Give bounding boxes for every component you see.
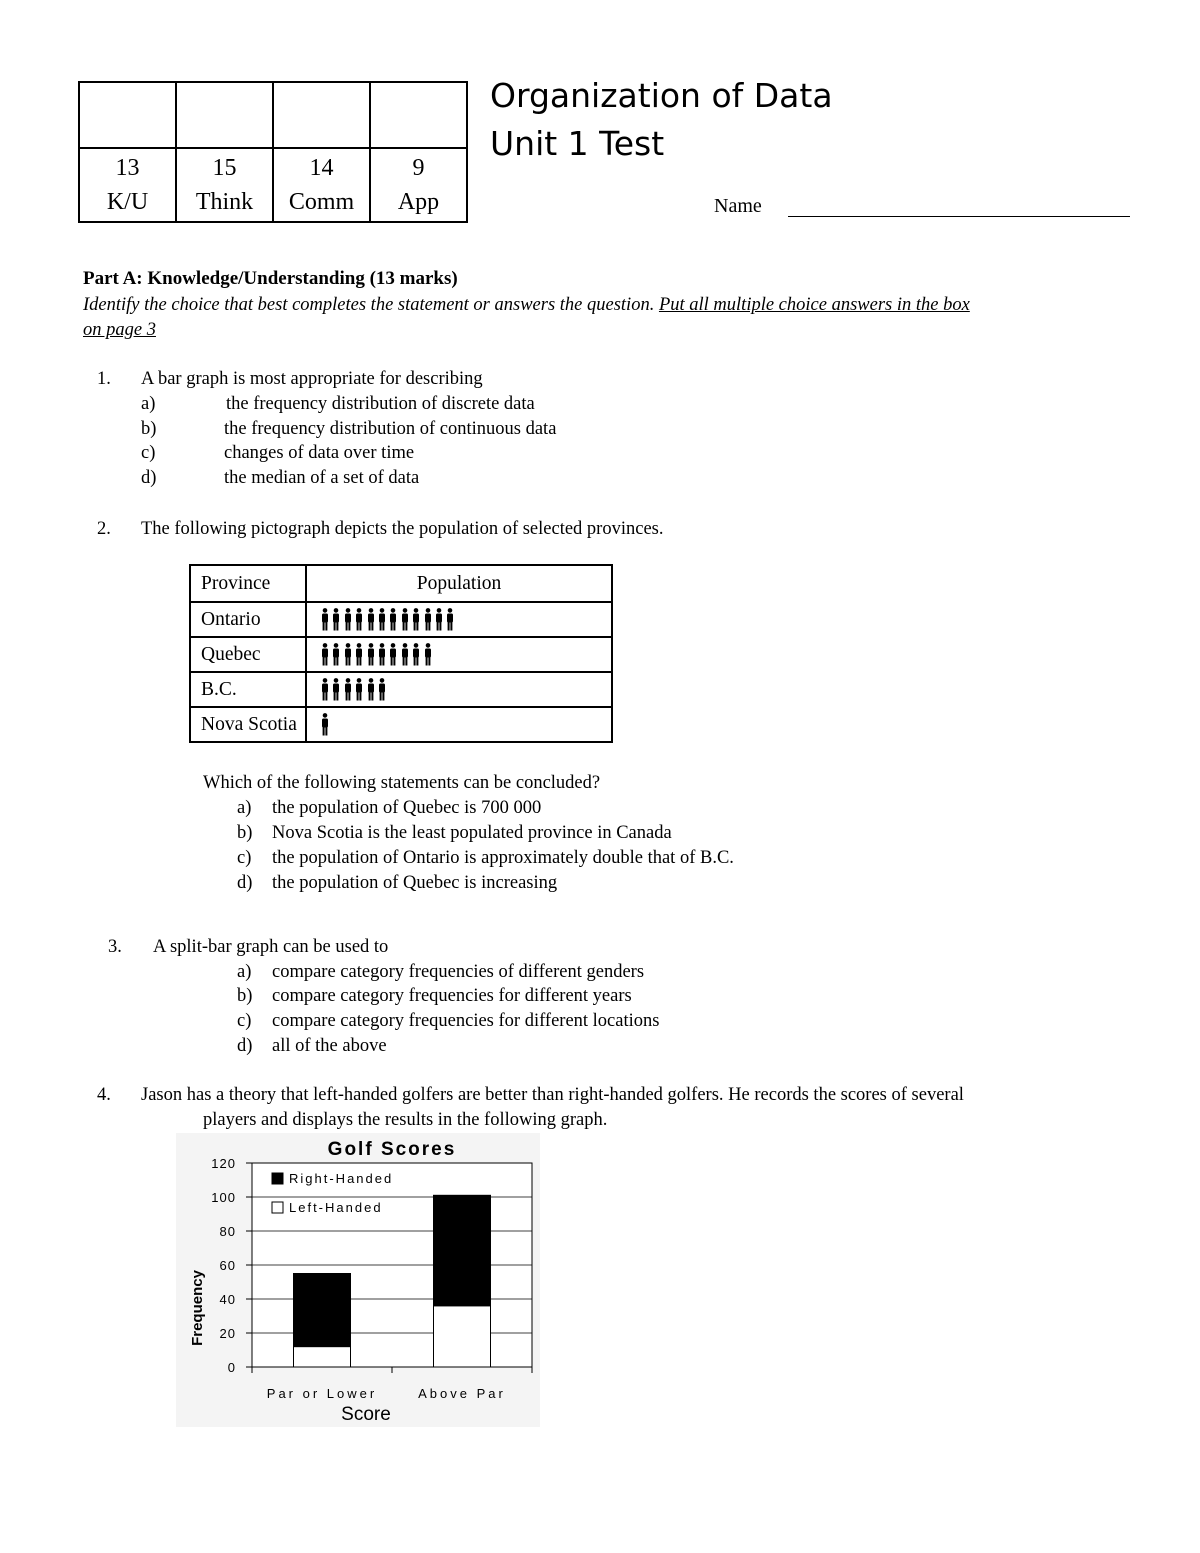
marks-cell-blank	[176, 82, 273, 148]
person-icon	[332, 643, 340, 666]
y-tick-label: 80	[219, 1224, 236, 1239]
option-text[interactable]: changes of data over time	[224, 443, 415, 463]
option-letter: b)	[237, 986, 253, 1006]
person-icon	[401, 643, 409, 666]
marks-cell-ku	[79, 148, 176, 222]
option-text[interactable]: the population of Ontario is approximately double that of B.C.	[272, 848, 734, 868]
province-name: Ontario	[190, 602, 306, 637]
part-a-heading: Part A: Knowledge/Understanding (13 marks)	[83, 268, 458, 289]
chart-title: Golf Scores	[327, 1139, 457, 1160]
population-icons	[306, 672, 612, 707]
marks-table	[78, 81, 468, 223]
y-tick-label: 120	[211, 1156, 236, 1171]
person-icon	[435, 608, 443, 631]
population-icons	[306, 637, 612, 672]
person-icon	[446, 608, 454, 631]
person-icon	[321, 713, 329, 736]
question-text: Jason has a theory that left-handed golfers are better than right-handed golfers. He records the scores of several	[141, 1085, 964, 1105]
x-tick-label: Above Par	[418, 1386, 506, 1401]
marks-value: 15	[212, 155, 237, 181]
question-text: A bar graph is most appropriate for describing	[141, 369, 483, 389]
legend-label: Left-Handed	[289, 1200, 383, 1215]
y-tick-label: 60	[219, 1258, 236, 1273]
golf-scores-chart	[176, 1133, 540, 1427]
bar-segment-left-handed	[434, 1306, 491, 1367]
population-icons	[306, 602, 612, 637]
person-icon	[389, 643, 397, 666]
instruction-underlined: on page 3	[83, 320, 156, 340]
legend-swatch	[272, 1202, 283, 1213]
marks-cell-comm	[273, 148, 370, 222]
marks-value: 13	[115, 155, 140, 181]
page-title: Organization of Data	[490, 76, 833, 115]
option-text[interactable]: the frequency distribution of discrete data	[226, 394, 535, 414]
population-icons	[306, 707, 612, 742]
marks-label: K/U	[106, 189, 149, 215]
bar-segment-right-handed	[434, 1195, 491, 1306]
name-label: Name	[714, 195, 762, 217]
person-icon	[378, 643, 386, 666]
option-letter: a)	[237, 962, 252, 982]
marks-cell-blank	[370, 82, 467, 148]
person-icon	[332, 608, 340, 631]
y-tick-label: 100	[211, 1190, 236, 1205]
option-text[interactable]: the frequency distribution of continuous data	[224, 419, 557, 439]
pictograph-table	[189, 564, 613, 743]
marks-label: Think	[195, 189, 254, 215]
marks-cell-blank	[273, 82, 370, 148]
chart-xlabel: Score	[341, 1404, 391, 1425]
option-letter: a)	[141, 394, 156, 414]
option-text[interactable]: the population of Quebec is 700 000	[272, 798, 542, 818]
option-letter: c)	[141, 443, 156, 463]
marks-label: App	[397, 189, 440, 215]
bar-segment-right-handed	[294, 1274, 351, 1347]
option-letter: c)	[237, 1011, 252, 1031]
person-icon	[321, 643, 329, 666]
option-text[interactable]: compare category frequencies of different genders	[272, 962, 645, 982]
option-letter: d)	[237, 873, 253, 893]
person-icon	[378, 608, 386, 631]
pictograph-header-population: Population	[306, 565, 612, 602]
person-icon	[367, 643, 375, 666]
person-icon	[412, 643, 420, 666]
y-tick-label: 0	[227, 1360, 236, 1375]
marks-label: Comm	[288, 189, 355, 215]
person-icon	[424, 608, 432, 631]
option-letter: d)	[141, 468, 157, 488]
question-text: The following pictograph depicts the population of selected provinces.	[141, 519, 664, 539]
instruction-text: Identify the choice that best completes the statement or answers the question.	[83, 295, 655, 315]
instruction-underlined: Put all multiple choice answers in the box	[658, 295, 970, 315]
province-name: Quebec	[190, 637, 306, 672]
y-tick-label: 40	[219, 1292, 236, 1307]
question-number: 3.	[108, 937, 122, 957]
province-name: Nova Scotia	[190, 707, 306, 742]
page-subtitle: Unit 1 Test	[490, 124, 665, 163]
question-number: 1.	[97, 369, 111, 389]
option-letter: d)	[237, 1036, 253, 1056]
legend-label: Right-Handed	[289, 1171, 394, 1186]
person-icon	[367, 608, 375, 631]
option-letter: a)	[237, 798, 252, 818]
question-number: 2.	[97, 519, 111, 539]
question-number: 4.	[97, 1085, 111, 1105]
person-icon	[344, 678, 352, 701]
person-icon	[355, 608, 363, 631]
marks-cell-app	[370, 148, 467, 222]
marks-value: 14	[309, 155, 334, 181]
person-icon	[355, 643, 363, 666]
person-icon	[389, 608, 397, 631]
chart-ylabel: Frequency	[189, 1270, 206, 1346]
option-letter: b)	[141, 419, 157, 439]
pictograph-header-province: Province	[190, 565, 306, 602]
question-text: players and displays the results in the following graph.	[203, 1110, 608, 1130]
question-text: A split-bar graph can be used to	[153, 937, 389, 957]
option-text[interactable]: all of the above	[272, 1036, 387, 1056]
person-icon	[321, 678, 329, 701]
name-field[interactable]	[788, 216, 1130, 217]
person-icon	[412, 608, 420, 631]
option-text[interactable]: Nova Scotia is the least populated province in Canada	[272, 823, 672, 843]
option-text[interactable]: compare category frequencies for different locations	[272, 1011, 660, 1031]
person-icon	[424, 643, 432, 666]
marks-cell-blank	[79, 82, 176, 148]
province-name: B.C.	[190, 672, 306, 707]
x-tick-label: Par or Lower	[266, 1386, 378, 1401]
person-icon	[332, 678, 340, 701]
legend-swatch	[272, 1173, 283, 1184]
question-followup: Which of the following statements can be concluded?	[203, 773, 601, 793]
option-text[interactable]: compare category frequencies for different years	[272, 986, 632, 1006]
y-tick-label: 20	[219, 1326, 236, 1341]
person-icon	[344, 608, 352, 631]
part-a-instruction	[83, 293, 1128, 343]
person-icon	[355, 678, 363, 701]
option-letter: b)	[237, 823, 253, 843]
option-text[interactable]: the population of Quebec is increasing	[272, 873, 558, 893]
person-icon	[401, 608, 409, 631]
person-icon	[321, 608, 329, 631]
person-icon	[378, 678, 386, 701]
marks-value: 9	[412, 155, 425, 181]
option-text[interactable]: the median of a set of data	[224, 468, 420, 488]
person-icon	[344, 643, 352, 666]
person-icon	[367, 678, 375, 701]
marks-cell-think	[176, 148, 273, 222]
option-letter: c)	[237, 848, 252, 868]
bar-segment-left-handed	[294, 1347, 351, 1367]
chart-svg	[176, 1133, 540, 1427]
